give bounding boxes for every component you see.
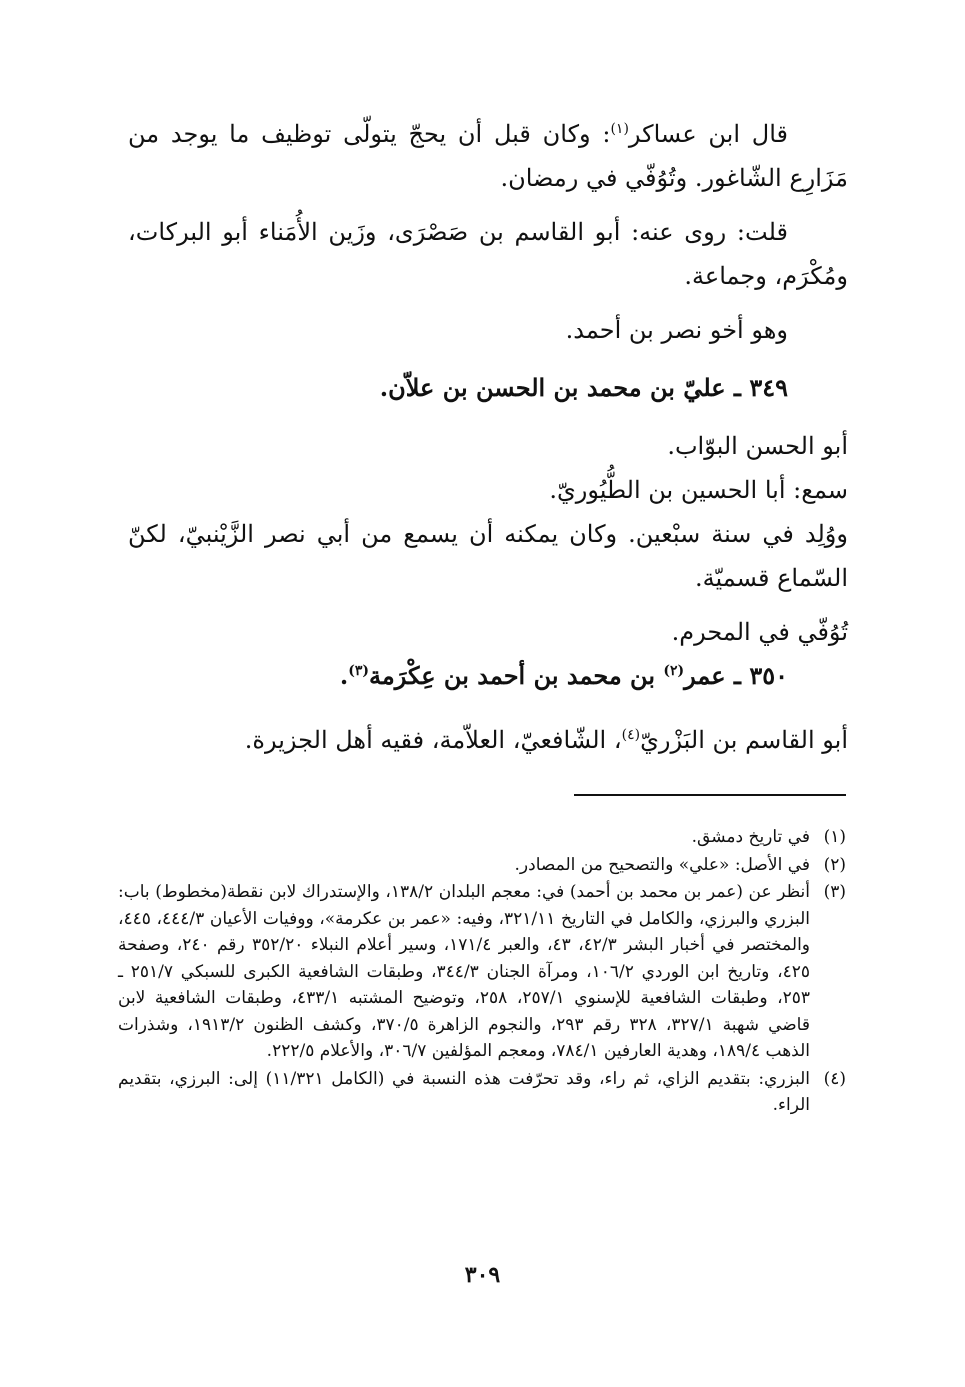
page-number: ٣٠٩ bbox=[464, 1262, 501, 1288]
paragraph-kunya-349: أبو الحسن البوّاب. bbox=[667, 432, 848, 460]
footnote-4 bbox=[118, 1066, 846, 1119]
entry-heading-349: ٣٤٩ ـ عليّ بن محمد بن الحسن بن علاّن. bbox=[379, 373, 788, 402]
main-text bbox=[128, 112, 848, 762]
footnote-text: البزري: بتقديم الزاي، ثم راء، وقد تحرّفت هذه النسبة في (الكامل ١١/٣٢١) إلى: البرزي، بتقديم الراء. bbox=[118, 1068, 810, 1115]
footnote-ref-1[interactable]: (١) bbox=[610, 121, 629, 137]
footnotes bbox=[118, 824, 846, 1119]
footnote-number: (٣) bbox=[823, 882, 846, 902]
paragraph-death-349: تُوُفّي في المحرم. bbox=[671, 618, 848, 646]
paragraph-narrators: قلت: روى عنه: أبو القاسم بن صَصْرَى، وزَين الأُمَناء أبو البركات، ومُكْرَم، وجماعة. bbox=[128, 218, 848, 290]
footnote-1 bbox=[118, 824, 846, 851]
footnote-ref-3[interactable]: (٣) bbox=[348, 663, 370, 679]
footnote-text: في الأصل: «علي» والتصحيح من المصادر. bbox=[514, 854, 810, 875]
footnote-ref-4[interactable]: (٤) bbox=[621, 727, 641, 743]
footnote-separator bbox=[574, 794, 846, 796]
paragraph-brother: وهو أخو نصر بن أحمد. bbox=[565, 316, 788, 344]
paragraph-ibn-asakir: قال ابن عساكر$^{(١)}$: وكان قبل أن يحجّ يتولّى توظيف ما يوجد من مَزَارِع الشّاغور. وتُوُفّي في رمضان. bbox=[128, 120, 848, 192]
footnote-text: أنظر عن (عمر بن محمد بن أحمد) في: معجم البلدان ١٣٨/٢، والإستدراك لابن نقطة(مخطوط) باب: البزري والبرزي، والكامل في التاريخ ٣٢١/١١، وفيه: «عمر بن عكرمة»، ووفيات الأعيان ٤٤٤/٣، ٤٤٥، والمختصر في أخبار البشر ٤٢/٣، ٤٣، والعبر ١٧١/٤، وسير أعلام النبلاء ٣٥٢/٢٠ رقم ٢٤٠، وصفحة ٤٢٥، وتاريخ ابن الوردي ١٠٦/٢، ومرآة الجنان ٣٤٤/٣، وطبقات الشافعية الكبرى للسبكي ٢٥١/٧ ـ ٢٥٣، وطبقات الشافعية للإسنوي ٢٥٧/١، ٢٥٨، وتوضيح المشتبه ٤٣٣/١، وطبقات الشافعية لابن قاضي شهبة ٣٢٧/١، ٣٢٨ رقم ٢٩٣، والنجوم الزاهرة ٣٧٠/٥، وكشف الظنون ١٩١٣/٢، وشذرات الذهب ١٨٩/٤، وهدية العارفين ٧٨٤/١، ومعجم المؤلفين ٣٠٦/٧، والأعلام ٢٢٢/٥. bbox=[118, 882, 811, 1061]
footnote-ref-2[interactable]: (٢) bbox=[663, 663, 685, 679]
footnote-number: (٤) bbox=[823, 1068, 846, 1089]
footnote-number: (٢) bbox=[823, 854, 846, 875]
paragraph-heard-from: سمع: أبا الحسين بن الطُّيُوريّ. bbox=[549, 476, 848, 504]
entry-heading-350: ٣٥٠ ـ عمر$^{(٢)}$ بن محمد بن أحمد بن عِكْرَمة$^{(٣)}$. bbox=[339, 661, 788, 690]
footnote-number: (١) bbox=[823, 827, 846, 847]
paragraph-kunya-350: أبو القاسم بن البَزْريّ$^{(٤)}$، الشّافعيّ، العلاّمة، فقيه أهل الجزيرة. bbox=[244, 726, 848, 754]
paragraph-birth: ووُلِد في سنة سبْعين. وكان يمكنه أن يسمع من أبي نصر الزَّيْنبيّ، لكنّ السّماع قسميّة. bbox=[128, 520, 848, 592]
footnote-2 bbox=[118, 852, 846, 879]
footnote-text: في تاريخ دمشق. bbox=[691, 827, 810, 847]
footnote-3 bbox=[118, 879, 846, 1065]
